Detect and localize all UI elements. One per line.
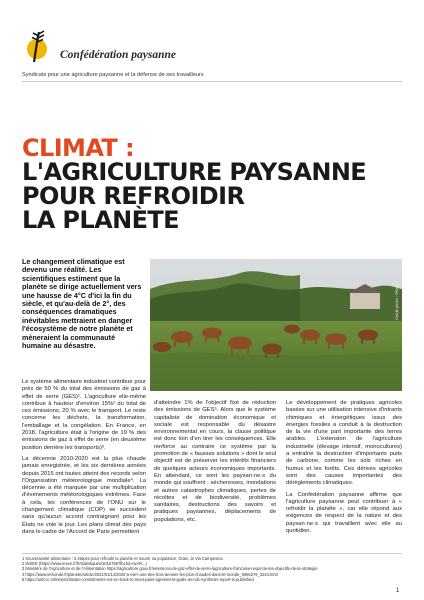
- title-line-2: L'AGRICULTURE PAYSANNE: [22, 158, 367, 186]
- footnote: 1 Souveraineté alimentaire : 5 étapes pour refroidir la planète et nourrir sa population, Grain, la Via Campesina: [22, 556, 223, 561]
- brand-name: Confédération paysanne: [60, 49, 176, 61]
- body-column-3: [286, 400, 402, 539]
- title-line-3: POUR REFROIDIR: [22, 182, 245, 210]
- paragraph: d'atteindre 1% de l'objectif fixé de réduction des émissions de GES⁵. Alors que le système capitaliste de domination économique et sociale est responsable du désastre environnemental en cours, la classe politique est donc loin d'en tirer les conséquences. Elle renforce au contraire ce système par la promotion de « fausses solutions » dont le seul objectif est de préserver les intérêts financiers de quelques acteurs économiques importants. En attendant, ce sont les paysan·ne·s du monde qui souffrent : sécheresses, inondations et autres catastrophes climatiques, pertes de récoltes et de biodiversité, problèmes sanitaires, destructions des savoirs et pratiques paysannes, déplacements de populations, etc.: [154, 400, 276, 523]
- article-title: [22, 136, 366, 232]
- paragraph: La décennie 2010-2020 est la plus chaude jamais enregistrée, et les six dernières années depuis 2015 ont toutes atteint des records selon l'Organisation météorologique mondiale⁴. La décennie a été marquée par une multiplication d'évènements météorologiques extrêmes. Face à cela, les conférences de l'ONU sur le changement climatique (COP) se succèdent sans qu'aucun accord contraignant pour les États ne voie le jour. Les plans climat des pays dans le cadre de l'Accord de Paris permettent: [22, 455, 146, 535]
- cattle-pasture-photo: [150, 259, 402, 391]
- footnote: 5 https://unfccc.int/news/climate-commitments-not-on-track-to-meet-paris-agreement-goals-as-ndc-synthesis-report-is-published: [22, 576, 254, 582]
- paragraph: Le système alimentaire industriel contribue pour près de 50 % du total des émissions de gaz à effet de serre (GES)¹. L'agriculture elle-même contribue à hauteur d'environ 15%² du total de ces émissions, 20 % avec le transport. Le reste concerne les déchets, la transformation, l'emballage et la congélation. En France, en 2018, l'agriculture était à l'origine de 19 % des émissions de gaz à effet de serre (en deuxième position derrière les transports)³.: [22, 379, 146, 451]
- footnote: 4 https://www.lemonde.fr/planete/article/2021/01/14/2020-a-ete-l-une-des-trois-annees-les-plus-chaudes-dans-le-monde_6066279_3244.html: [22, 571, 278, 577]
- page-number: 1: [396, 588, 400, 594]
- sun-wheat-logo-icon: [22, 28, 52, 64]
- paragraph: Le développement de pratiques agricoles basées sur une utilisation intensive d'intrants chimiques et énergétiques issus des énergies fossiles a conduit à la destruction de la vie d'une part importante des terres arables. L'extension de l'agriculture industrielle (élevage intensif, monocultures) a entraîné la destruction d'importants puits de carbone, comme les sols riches en humus et les forêts. Ces dérives agricoles sont des causes importantes des dérèglements climatiques.: [286, 400, 402, 487]
- title-line-4: LA PLANÈTE: [22, 206, 179, 234]
- title-line-1: CLIMAT :: [22, 134, 134, 162]
- footnote: 2 INSEE (https://www.insee.fr/fr/statistiques/2015759?fbclid=IwAR...): [22, 561, 147, 567]
- footnote: 3 Ministère de l'Agriculture et de l'Alimentation https://agriculture.gouv.fr/emissions-de-gaz-effet-de-serre-lagriculture-francaise-respecte-les-objectifs-de-la-strategie: [22, 566, 318, 572]
- brand-tagline: Syndicats pour une agriculture paysanne et la défense de ses travailleurs: [22, 72, 204, 78]
- photo-credit: [380, 262, 408, 322]
- header-divider: [22, 81, 402, 82]
- paragraph: La Confédération paysanne affirme que l'agriculture paysanne peut contribuer à « refroidir la planète », car elle répond aux exigences de respect de la nature et des paysan·ne·s qui travaillent avec elle au quotidien.: [286, 491, 402, 535]
- photo-credit-text: Crédit photo : ©Brule: [394, 282, 399, 320]
- body-column-1: [22, 379, 146, 540]
- body-column-2: [154, 400, 276, 528]
- footnote-divider: [22, 553, 402, 554]
- intro-paragraph: Le changement climatique est devenu une réalité. Les scientifiques estiment que la planète se dirige actuellement vers une hausse de 4°C d'ici la fin du siècle, et qu'au-delà de 2°, des conséquences dramatiques inévitables mettraient en danger l'écosystème de notre planète et mèneraient la communauté humaine au désastre.: [22, 257, 142, 351]
- footnotes: [22, 556, 402, 582]
